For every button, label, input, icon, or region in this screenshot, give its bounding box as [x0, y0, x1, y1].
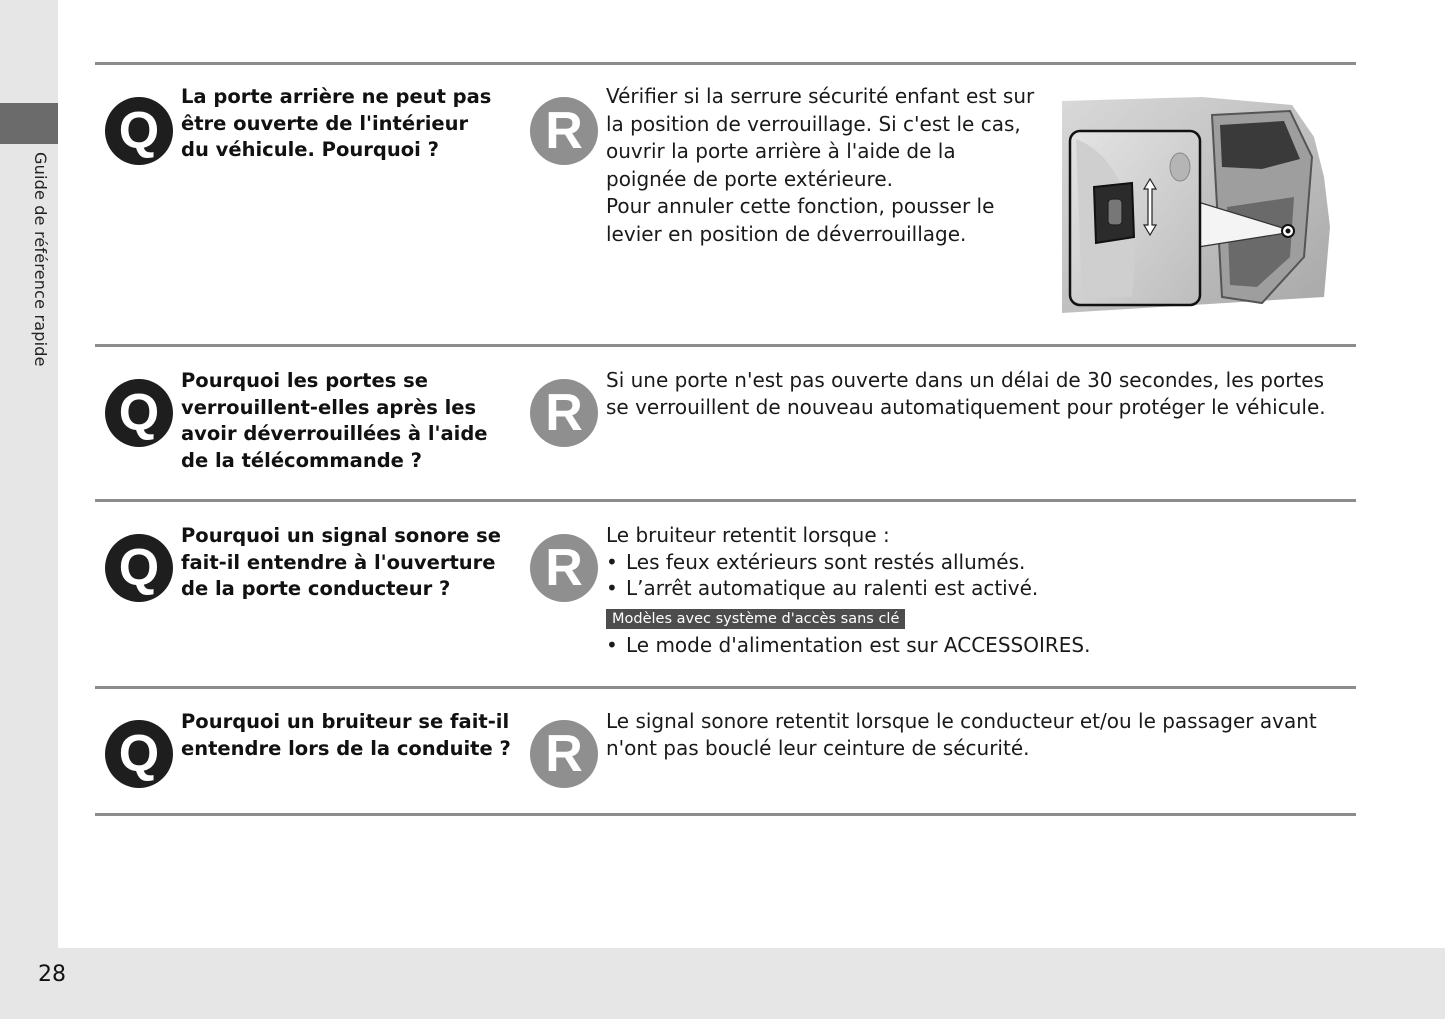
list-item-text: Le mode d'alimentation est sur ACCESSOIRES. — [626, 632, 1091, 657]
question-badge: Q — [105, 97, 173, 165]
sidebar-label: Guide de référence rapide — [31, 152, 50, 367]
question-text: Pourquoi un signal sonore se fait-il entendre à l'ouverture de la porte conducteur ? — [181, 524, 501, 600]
answer-paragraph: Vérifier si la serrure sécurité enfant est sur la position de verrouillage. Si c'est le cas, ouvrir la porte arrière à l'aide de la poignée de porte extérieure. — [606, 84, 1035, 191]
answer-badge: R — [530, 720, 598, 788]
answer-badge: R — [530, 379, 598, 447]
child-safety-lock-illustration — [1062, 97, 1330, 313]
list-item — [606, 549, 1326, 576]
answer-text: Si une porte n'est pas ouverte dans un délai de 30 secondes, les portes se verrouillent de nouveau automatiquement pour protéger le véhicule. — [606, 368, 1326, 419]
sidebar-section-tab — [0, 103, 58, 144]
qa-item — [95, 348, 1356, 499]
question-text: La porte arrière ne peut pas être ouverte de l'intérieur du véhicule. Pourquoi ? — [181, 85, 492, 161]
bullet-icon: • — [606, 549, 618, 574]
page-number: 28 — [38, 962, 66, 987]
answer-paragraph: Pour annuler cette fonction, pousser le levier en position de déverrouillage. — [606, 194, 995, 246]
answer-text — [606, 522, 1326, 658]
sidebar — [0, 0, 58, 1019]
divider — [95, 499, 1356, 502]
answer-text — [606, 83, 1041, 248]
question-text: Pourquoi un bruiteur se fait-il entendre lors de la conduite ? — [181, 710, 511, 760]
qa-item — [95, 503, 1356, 686]
question-badge: Q — [105, 720, 173, 788]
qa-item — [95, 690, 1356, 813]
answer-intro: Le bruiteur retentit lorsque : — [606, 523, 890, 547]
list-item-text: L’arrêt automatique au ralenti est activé. — [626, 576, 1039, 600]
answer-badge: R — [530, 97, 598, 165]
divider — [95, 686, 1356, 689]
list-item — [606, 575, 1326, 602]
model-tag: Modèles avec système d'accès sans clé — [606, 609, 905, 629]
divider — [95, 813, 1356, 816]
question-text: Pourquoi les portes se verrouillent-elles après les avoir déverrouillées à l'aide de la télécommande ? — [181, 369, 488, 472]
list-item-text: Les feux extérieurs sont restés allumés. — [626, 549, 1026, 574]
question-badge: Q — [105, 534, 173, 602]
question-badge: Q — [105, 379, 173, 447]
bullet-icon: • — [606, 576, 618, 600]
divider — [95, 344, 1356, 347]
answer-text: Le signal sonore retentit lorsque le conducteur et/ou le passager avant n'ont pas bouclé leur ceinture de sécurité. — [606, 709, 1317, 760]
list-item — [606, 632, 1326, 659]
footer — [0, 948, 1445, 1019]
answer-badge: R — [530, 534, 598, 602]
bullet-icon: • — [606, 632, 618, 657]
divider — [95, 62, 1356, 65]
